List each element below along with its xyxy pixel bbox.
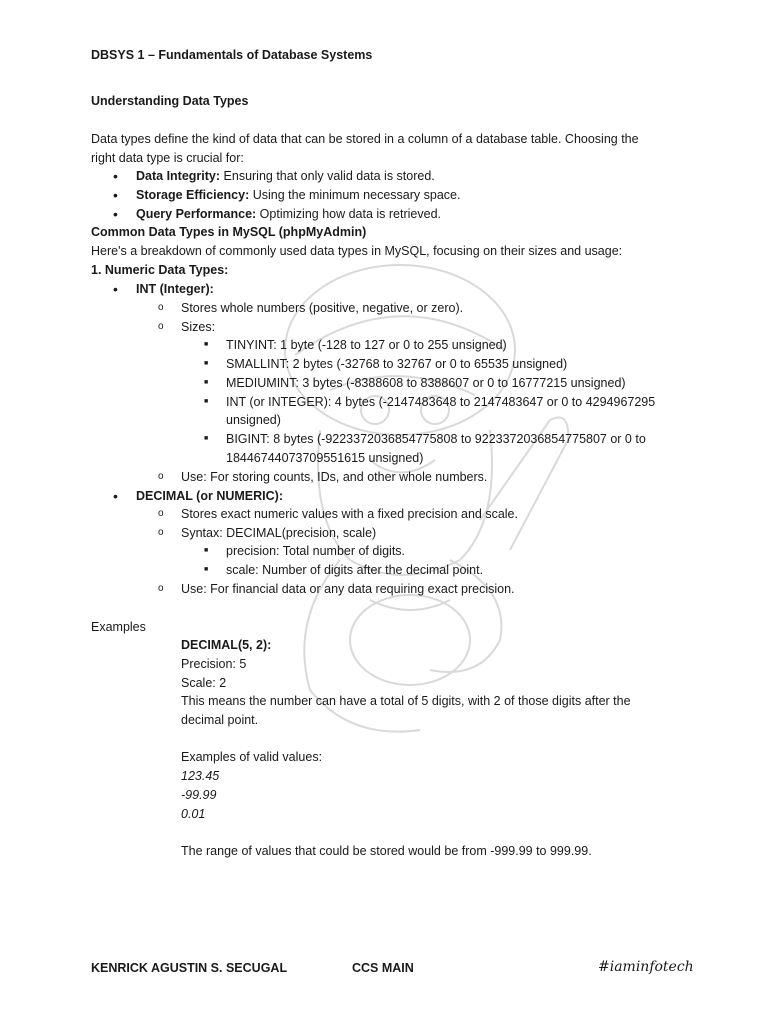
bullet-disc: •	[113, 281, 118, 297]
bullet-query-performance	[136, 206, 441, 222]
valid-value: -99.99	[181, 788, 217, 802]
size-bigint-cont: 18446744073709551615 unsigned)	[226, 451, 424, 465]
size-int: INT (or INTEGER): 4 bytes (-2147483648 to 2147483647 or 0 to 4294967295	[226, 395, 656, 409]
example-meaning-2: decimal point.	[181, 713, 259, 727]
bullet-square: ■	[204, 435, 209, 442]
numeric-heading: 1. Numeric Data Types:	[91, 263, 229, 277]
common-types-heading: Common Data Types in MySQL (phpMyAdmin)	[91, 225, 367, 239]
bullet-text: Ensuring that only valid data is stored.	[223, 169, 435, 183]
bullet-square: ■	[204, 341, 209, 348]
examples-label: Examples	[91, 620, 146, 634]
int-stores: Stores whole numbers (positive, negative, or zero).	[181, 301, 464, 315]
bullet-square: ■	[204, 547, 209, 554]
bullet-term: Query Performance:	[136, 207, 257, 221]
size-bigint: BIGINT: 8 bytes (-9223372036854775808 to 9223372036854775807 or 0 to	[226, 432, 646, 446]
decimal-syntax: Syntax: DECIMAL(precision, scale)	[181, 526, 377, 540]
size-int-cont: unsigned)	[226, 413, 281, 427]
section-heading: Understanding Data Types	[91, 94, 249, 108]
range-text: The range of values that could be stored would be from -999.99 to 999.99.	[181, 844, 592, 858]
example-scale: Scale: 2	[181, 676, 227, 690]
breakdown-text: Here's a breakdown of commonly used data types in MySQL, focusing on their sizes and usage:	[91, 244, 623, 258]
size-tinyint: TINYINT: 1 byte (-128 to 127 or 0 to 255 unsigned)	[226, 338, 507, 352]
size-mediumint: MEDIUMINT: 3 bytes (-8388608 to 8388607 or 0 to 16777215 unsigned)	[226, 376, 626, 390]
bullet-circle: o	[158, 508, 164, 519]
bullet-disc: •	[113, 168, 118, 184]
bullet-circle: o	[158, 527, 164, 538]
bullet-text: Using the minimum necessary space.	[252, 188, 461, 202]
decimal-title: DECIMAL (or NUMERIC):	[136, 489, 283, 503]
bullet-square: ■	[204, 398, 209, 405]
example-meaning-1: This means the number can have a total of 5 digits, with 2 of those digits after the	[181, 694, 631, 708]
int-sizes-label: Sizes:	[181, 320, 216, 334]
bullet-circle: o	[158, 471, 164, 482]
footer-author: KENRICK AGUSTIN S. SECUGAL	[91, 961, 288, 975]
bullet-disc: •	[113, 206, 118, 222]
int-title: INT (Integer):	[136, 282, 214, 296]
example-decl: DECIMAL(5, 2):	[181, 638, 272, 652]
param-precision: precision: Total number of digits.	[226, 544, 406, 558]
bullet-square: ■	[204, 379, 209, 386]
bullet-circle: o	[158, 321, 164, 332]
course-title: DBSYS 1 – Fundamentals of Database Systems	[91, 48, 373, 62]
bullet-square: ■	[204, 566, 209, 573]
bullet-square: ■	[204, 360, 209, 367]
bullet-term: Data Integrity:	[136, 169, 221, 183]
example-precision: Precision: 5	[181, 657, 247, 671]
param-scale: scale: Number of digits after the decimal point.	[226, 563, 484, 577]
bullet-storage-efficiency	[136, 187, 460, 203]
bullet-circle: o	[158, 583, 164, 594]
int-use: Use: For storing counts, IDs, and other whole numbers.	[181, 470, 488, 484]
valid-values-label: Examples of valid values:	[181, 750, 323, 764]
intro-line-2: right data type is crucial for:	[91, 151, 244, 165]
bullet-text: Optimizing how data is retrieved.	[259, 207, 442, 221]
valid-value: 0.01	[181, 807, 206, 821]
footer-hashtag: #iaminfotech	[598, 959, 694, 975]
footer-campus: CCS MAIN	[352, 961, 414, 975]
valid-value: 123.45	[181, 769, 220, 783]
bullet-term: Storage Efficiency:	[136, 188, 250, 202]
size-smallint: SMALLINT: 2 bytes (-32768 to 32767 or 0 to 65535 unsigned)	[226, 357, 568, 371]
decimal-stores: Stores exact numeric values with a fixed precision and scale.	[181, 507, 518, 521]
bullet-disc: •	[113, 488, 118, 504]
bullet-circle: o	[158, 302, 164, 313]
bullet-data-integrity	[136, 168, 435, 184]
decimal-use: Use: For financial data or any data requiring exact precision.	[181, 582, 515, 596]
bullet-disc: •	[113, 187, 118, 203]
intro-line-1: Data types define the kind of data that can be stored in a column of a database table. Choosing the	[91, 132, 639, 146]
